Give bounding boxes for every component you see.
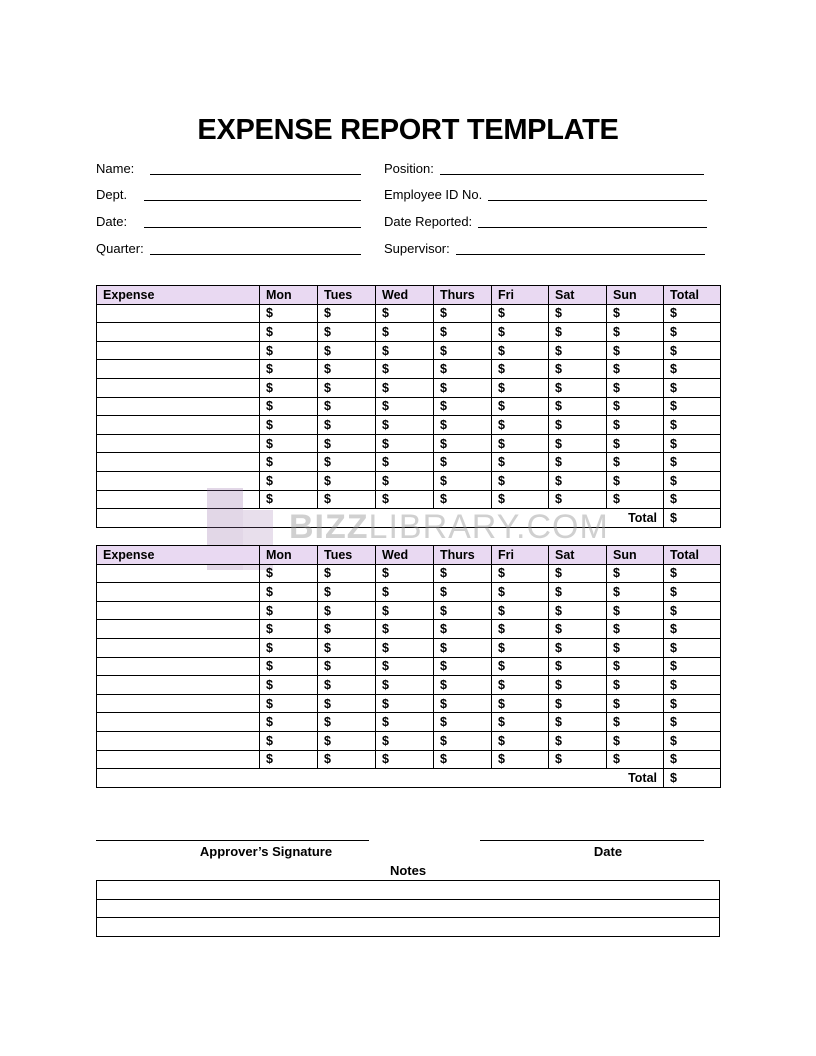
amount-cell[interactable]: $ (492, 583, 549, 602)
notes-table (96, 880, 720, 937)
amount-cell[interactable]: $ (434, 341, 492, 360)
amount-cell[interactable]: $ (376, 638, 434, 657)
grand-total-cell[interactable]: $ (664, 769, 721, 788)
amount-cell[interactable]: $ (434, 713, 492, 732)
amount-cell[interactable]: $ (260, 731, 318, 750)
amount-cell[interactable]: $ (492, 360, 549, 379)
total-row (97, 769, 721, 788)
amount-cell[interactable]: $ (318, 490, 376, 509)
table-row (97, 694, 721, 713)
amount-cell[interactable]: $ (318, 360, 376, 379)
amount-cell[interactable]: $ (607, 694, 664, 713)
amount-cell[interactable]: $ (434, 638, 492, 657)
amount-cell[interactable]: $ (492, 341, 549, 360)
table-row (97, 657, 721, 676)
amount-cell[interactable]: $ (318, 694, 376, 713)
amount-cell[interactable]: $ (318, 583, 376, 602)
amount-cell[interactable]: $ (549, 638, 607, 657)
amount-cell[interactable]: $ (376, 694, 434, 713)
table-row (97, 750, 721, 769)
amount-cell[interactable]: $ (492, 397, 549, 416)
expense-cell[interactable] (97, 713, 260, 732)
amount-cell[interactable]: $ (260, 750, 318, 769)
table-row (97, 453, 721, 472)
amount-cell[interactable]: $ (549, 713, 607, 732)
amount-cell[interactable]: $ (318, 601, 376, 620)
amount-cell[interactable]: $ (549, 378, 607, 397)
expense-table-2 (96, 545, 721, 788)
table-header-row (97, 286, 721, 305)
table-row (97, 323, 721, 342)
amount-cell[interactable]: $ (260, 416, 318, 435)
total-label: Total (97, 769, 664, 788)
amount-cell[interactable]: $ (607, 620, 664, 639)
amount-cell[interactable]: $ (549, 471, 607, 490)
amount-cell[interactable]: $ (492, 378, 549, 397)
signature-date-label: Date (593, 844, 623, 859)
amount-cell[interactable]: $ (318, 453, 376, 472)
total-label: Total (97, 509, 664, 528)
position-line[interactable] (440, 174, 704, 175)
amount-cell[interactable]: $ (492, 620, 549, 639)
amount-cell[interactable]: $ (607, 713, 664, 732)
amount-cell[interactable]: $ (549, 694, 607, 713)
employee-id-line[interactable] (488, 200, 707, 201)
column-header: Expense (97, 286, 260, 305)
amount-cell[interactable]: $ (607, 583, 664, 602)
table-row (97, 304, 721, 323)
amount-cell[interactable]: $ (318, 638, 376, 657)
amount-cell[interactable]: $ (376, 601, 434, 620)
table-row (97, 360, 721, 379)
supervisor-line[interactable] (456, 254, 705, 255)
column-header: Tues (318, 286, 376, 305)
expense-cell[interactable] (97, 694, 260, 713)
position-label: Position: (384, 161, 434, 176)
amount-cell[interactable]: $ (318, 323, 376, 342)
amount-cell[interactable]: $ (492, 750, 549, 769)
amount-cell[interactable]: $ (492, 657, 549, 676)
amount-cell[interactable]: $ (607, 434, 664, 453)
table-row (97, 397, 721, 416)
amount-cell[interactable]: $ (492, 323, 549, 342)
amount-cell[interactable]: $ (434, 471, 492, 490)
amount-cell[interactable]: $ (434, 378, 492, 397)
table-header-row (97, 546, 721, 565)
amount-cell[interactable]: $ (664, 694, 721, 713)
table-row (97, 416, 721, 435)
amount-cell[interactable]: $ (607, 490, 664, 509)
amount-cell[interactable]: $ (434, 583, 492, 602)
amount-cell[interactable]: $ (607, 471, 664, 490)
amount-cell[interactable]: $ (549, 360, 607, 379)
notes-row[interactable] (97, 881, 720, 900)
amount-cell[interactable]: $ (434, 750, 492, 769)
amount-cell[interactable]: $ (260, 453, 318, 472)
amount-cell[interactable]: $ (376, 323, 434, 342)
amount-cell[interactable]: $ (318, 713, 376, 732)
amount-cell[interactable]: $ (492, 490, 549, 509)
amount-cell[interactable]: $ (549, 416, 607, 435)
amount-cell[interactable]: $ (549, 564, 607, 583)
amount-cell[interactable]: $ (492, 713, 549, 732)
table-row (97, 638, 721, 657)
amount-cell[interactable]: $ (376, 713, 434, 732)
dept-field[interactable] (96, 184, 361, 202)
amount-cell[interactable]: $ (434, 731, 492, 750)
column-header: Sat (549, 286, 607, 305)
amount-cell[interactable]: $ (492, 304, 549, 323)
amount-cell[interactable]: $ (376, 360, 434, 379)
amount-cell[interactable]: $ (376, 620, 434, 639)
amount-cell[interactable]: $ (318, 676, 376, 695)
amount-cell[interactable]: $ (492, 416, 549, 435)
table-row (97, 434, 721, 453)
table-row (97, 378, 721, 397)
notes-cell[interactable] (97, 918, 720, 937)
expense-cell[interactable] (97, 657, 260, 676)
amount-cell[interactable]: $ (607, 564, 664, 583)
amount-cell[interactable]: $ (260, 564, 318, 583)
supervisor-label: Supervisor: (384, 241, 450, 256)
amount-cell[interactable]: $ (260, 713, 318, 732)
signature-date-line[interactable] (480, 840, 704, 841)
amount-cell[interactable]: $ (664, 583, 721, 602)
amount-cell[interactable]: $ (260, 397, 318, 416)
notes-row[interactable] (97, 899, 720, 918)
amount-cell[interactable]: $ (549, 583, 607, 602)
amount-cell[interactable]: $ (434, 434, 492, 453)
amount-cell[interactable]: $ (664, 713, 721, 732)
dept-line[interactable] (144, 200, 361, 201)
column-header: Thurs (434, 286, 492, 305)
grand-total-cell[interactable]: $ (664, 509, 721, 528)
amount-cell[interactable]: $ (318, 750, 376, 769)
amount-cell[interactable]: $ (318, 434, 376, 453)
amount-cell[interactable]: $ (549, 341, 607, 360)
amount-cell[interactable]: $ (664, 323, 721, 342)
amount-cell[interactable]: $ (549, 620, 607, 639)
column-header: Fri (492, 546, 549, 565)
table-row (97, 676, 721, 695)
amount-cell[interactable]: $ (376, 583, 434, 602)
amount-cell[interactable]: $ (260, 490, 318, 509)
amount-cell[interactable]: $ (549, 453, 607, 472)
amount-cell[interactable]: $ (434, 564, 492, 583)
date-reported-label: Date Reported: (384, 214, 473, 229)
amount-cell[interactable]: $ (434, 620, 492, 639)
amount-cell[interactable]: $ (607, 378, 664, 397)
amount-cell[interactable]: $ (434, 360, 492, 379)
amount-cell[interactable]: $ (664, 657, 721, 676)
amount-cell[interactable]: $ (664, 731, 721, 750)
amount-cell[interactable]: $ (318, 564, 376, 583)
column-header: Wed (376, 546, 434, 565)
amount-cell[interactable]: $ (376, 676, 434, 695)
amount-cell[interactable]: $ (607, 397, 664, 416)
amount-cell[interactable]: $ (664, 750, 721, 769)
name-label: Name: (96, 161, 135, 176)
amount-cell[interactable]: $ (607, 341, 664, 360)
amount-cell[interactable]: $ (318, 657, 376, 676)
amount-cell[interactable]: $ (664, 378, 721, 397)
amount-cell[interactable]: $ (664, 471, 721, 490)
watermark-text: BIZZLIBRARY.COM (289, 508, 609, 546)
name-line[interactable] (150, 174, 361, 175)
notes-label: Notes (389, 863, 427, 878)
amount-cell[interactable]: $ (434, 657, 492, 676)
expense-cell[interactable] (97, 638, 260, 657)
amount-cell[interactable]: $ (549, 397, 607, 416)
amount-cell[interactable]: $ (492, 676, 549, 695)
column-header: Sun (607, 546, 664, 565)
amount-cell[interactable]: $ (607, 601, 664, 620)
expense-cell[interactable] (97, 397, 260, 416)
amount-cell[interactable]: $ (664, 638, 721, 657)
amount-cell[interactable]: $ (492, 731, 549, 750)
expense-cell[interactable] (97, 453, 260, 472)
amount-cell[interactable]: $ (664, 434, 721, 453)
amount-cell[interactable]: $ (376, 564, 434, 583)
employee-id-label: Employee ID No. (384, 187, 483, 202)
amount-cell[interactable]: $ (376, 397, 434, 416)
expense-cell[interactable] (97, 750, 260, 769)
amount-cell[interactable]: $ (492, 601, 549, 620)
amount-cell[interactable]: $ (318, 304, 376, 323)
table-row (97, 713, 721, 732)
amount-cell[interactable]: $ (549, 657, 607, 676)
expense-cell[interactable] (97, 620, 260, 639)
amount-cell[interactable]: $ (492, 434, 549, 453)
amount-cell[interactable]: $ (260, 341, 318, 360)
amount-cell[interactable]: $ (376, 490, 434, 509)
amount-cell[interactable]: $ (376, 416, 434, 435)
approver-signature-label: Approver’s Signature (199, 844, 333, 859)
amount-cell[interactable]: $ (607, 323, 664, 342)
amount-cell[interactable]: $ (434, 676, 492, 695)
notes-cell[interactable] (97, 899, 720, 918)
amount-cell[interactable]: $ (318, 471, 376, 490)
amount-cell[interactable]: $ (492, 453, 549, 472)
expense-cell[interactable] (97, 416, 260, 435)
amount-cell[interactable]: $ (260, 694, 318, 713)
column-header: Expense (97, 546, 260, 565)
amount-cell[interactable]: $ (260, 378, 318, 397)
column-header: Tues (318, 546, 376, 565)
amount-cell[interactable]: $ (434, 601, 492, 620)
amount-cell[interactable]: $ (260, 583, 318, 602)
amount-cell[interactable]: $ (376, 341, 434, 360)
amount-cell[interactable]: $ (376, 471, 434, 490)
amount-cell[interactable]: $ (434, 694, 492, 713)
expense-cell[interactable] (97, 341, 260, 360)
column-header: Total (664, 546, 721, 565)
amount-cell[interactable]: $ (318, 397, 376, 416)
amount-cell[interactable]: $ (664, 490, 721, 509)
amount-cell[interactable]: $ (607, 676, 664, 695)
amount-cell[interactable]: $ (549, 434, 607, 453)
amount-cell[interactable]: $ (664, 360, 721, 379)
column-header: Wed (376, 286, 434, 305)
amount-cell[interactable]: $ (434, 397, 492, 416)
amount-cell[interactable]: $ (376, 731, 434, 750)
expense-cell[interactable] (97, 378, 260, 397)
table-row (97, 564, 721, 583)
date-reported-field[interactable] (384, 211, 707, 229)
amount-cell[interactable]: $ (260, 601, 318, 620)
table-row (97, 341, 721, 360)
amount-cell[interactable]: $ (549, 750, 607, 769)
amount-cell[interactable]: $ (318, 378, 376, 397)
amount-cell[interactable]: $ (434, 416, 492, 435)
amount-cell[interactable]: $ (260, 620, 318, 639)
amount-cell[interactable]: $ (664, 676, 721, 695)
amount-cell[interactable]: $ (376, 750, 434, 769)
amount-cell[interactable]: $ (549, 676, 607, 695)
expense-cell[interactable] (97, 564, 260, 583)
expense-cell[interactable] (97, 676, 260, 695)
amount-cell[interactable]: $ (434, 323, 492, 342)
position-field[interactable] (384, 158, 704, 176)
column-header: Fri (492, 286, 549, 305)
approver-signature-line[interactable] (96, 840, 369, 841)
date-line[interactable] (144, 227, 361, 228)
amount-cell[interactable]: $ (607, 416, 664, 435)
amount-cell[interactable]: $ (664, 564, 721, 583)
amount-cell[interactable]: $ (607, 304, 664, 323)
column-header: Mon (260, 546, 318, 565)
amount-cell[interactable]: $ (607, 750, 664, 769)
amount-cell[interactable]: $ (664, 416, 721, 435)
amount-cell[interactable]: $ (376, 434, 434, 453)
amount-cell[interactable]: $ (664, 620, 721, 639)
amount-cell[interactable]: $ (607, 638, 664, 657)
amount-cell[interactable]: $ (376, 453, 434, 472)
employee-id-field[interactable] (384, 184, 707, 202)
expense-cell[interactable] (97, 731, 260, 750)
expense-cell[interactable] (97, 304, 260, 323)
amount-cell[interactable]: $ (549, 304, 607, 323)
amount-cell[interactable]: $ (664, 601, 721, 620)
amount-cell[interactable]: $ (664, 304, 721, 323)
amount-cell[interactable]: $ (607, 731, 664, 750)
amount-cell[interactable]: $ (318, 416, 376, 435)
column-header: Total (664, 286, 721, 305)
name-field[interactable] (96, 158, 361, 176)
dept-label: Dept. (96, 187, 128, 202)
amount-cell[interactable]: $ (607, 360, 664, 379)
quarter-label: Quarter: (96, 241, 144, 256)
amount-cell[interactable]: $ (607, 453, 664, 472)
column-header: Mon (260, 286, 318, 305)
amount-cell[interactable]: $ (492, 694, 549, 713)
page-title: EXPENSE REPORT TEMPLATE (197, 114, 619, 146)
column-header: Sun (607, 286, 664, 305)
amount-cell[interactable]: $ (260, 471, 318, 490)
amount-cell[interactable]: $ (664, 397, 721, 416)
amount-cell[interactable]: $ (260, 360, 318, 379)
amount-cell[interactable]: $ (376, 657, 434, 676)
expense-cell[interactable] (97, 601, 260, 620)
amount-cell[interactable]: $ (376, 304, 434, 323)
amount-cell[interactable]: $ (260, 638, 318, 657)
amount-cell[interactable]: $ (434, 453, 492, 472)
date-field[interactable] (96, 211, 361, 229)
amount-cell[interactable]: $ (434, 490, 492, 509)
amount-cell[interactable]: $ (492, 638, 549, 657)
amount-cell[interactable]: $ (318, 620, 376, 639)
date-reported-line[interactable] (478, 227, 707, 228)
table-row (97, 583, 721, 602)
amount-cell[interactable]: $ (434, 304, 492, 323)
amount-cell[interactable]: $ (607, 657, 664, 676)
amount-cell[interactable]: $ (260, 323, 318, 342)
notes-row[interactable] (97, 918, 720, 937)
amount-cell[interactable]: $ (492, 564, 549, 583)
amount-cell[interactable]: $ (664, 341, 721, 360)
column-header: Sat (549, 546, 607, 565)
expense-cell[interactable] (97, 360, 260, 379)
amount-cell[interactable]: $ (260, 434, 318, 453)
amount-cell[interactable]: $ (260, 657, 318, 676)
column-header: Thurs (434, 546, 492, 565)
table-row (97, 731, 721, 750)
amount-cell[interactable]: $ (318, 341, 376, 360)
amount-cell[interactable]: $ (260, 304, 318, 323)
quarter-field[interactable] (96, 238, 361, 256)
amount-cell[interactable]: $ (492, 471, 549, 490)
amount-cell[interactable]: $ (260, 676, 318, 695)
amount-cell[interactable]: $ (549, 731, 607, 750)
supervisor-field[interactable] (384, 238, 705, 256)
amount-cell[interactable]: $ (549, 601, 607, 620)
expense-cell[interactable] (97, 434, 260, 453)
table-row (97, 620, 721, 639)
amount-cell[interactable]: $ (318, 731, 376, 750)
amount-cell[interactable]: $ (664, 453, 721, 472)
notes-cell[interactable] (97, 881, 720, 900)
amount-cell[interactable]: $ (549, 323, 607, 342)
date-label: Date: (96, 214, 128, 229)
table-row (97, 601, 721, 620)
amount-cell[interactable]: $ (376, 378, 434, 397)
expense-cell[interactable] (97, 323, 260, 342)
amount-cell[interactable]: $ (549, 490, 607, 509)
quarter-line[interactable] (150, 254, 361, 255)
expense-cell[interactable] (97, 583, 260, 602)
